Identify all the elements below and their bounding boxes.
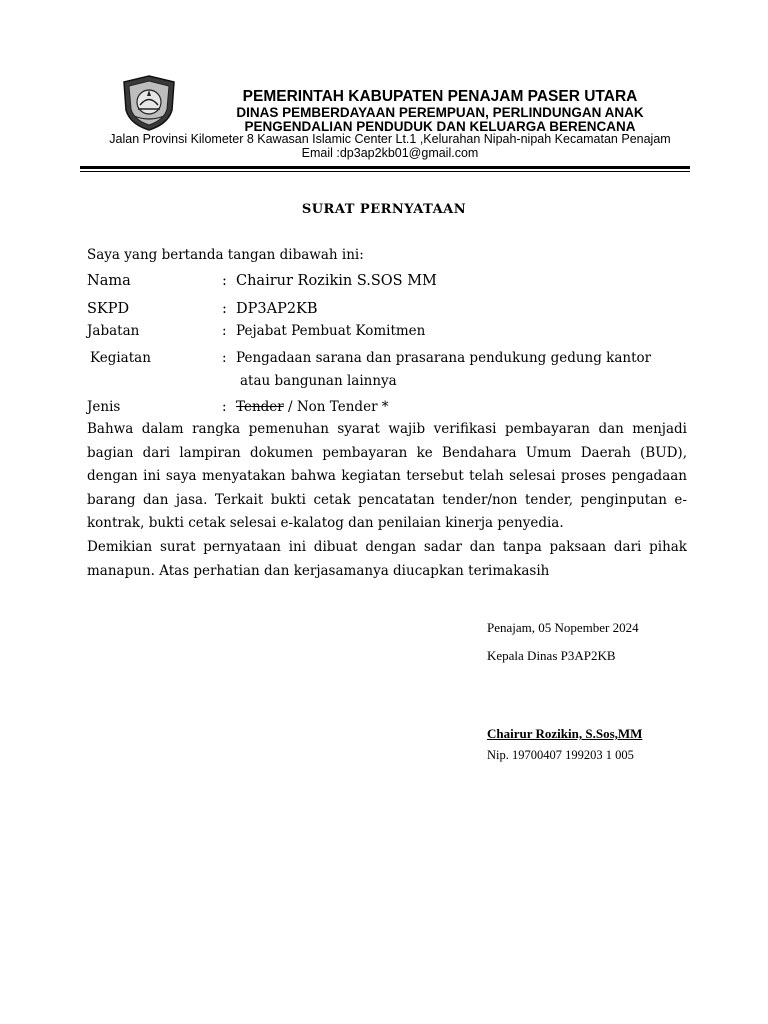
field-label-kegiatan: Kegiatan (90, 350, 151, 366)
field-value-jabatan: Pejabat Pembuat Komitmen (236, 323, 426, 339)
signature-place-date: Penajam, 05 Nopember 2024 (487, 620, 639, 635)
letterhead-divider-thick (80, 166, 690, 169)
letterhead-address: Jalan Provinsi Kilometer 8 Kawasan Islamic Center Lt.1 ,Kelurahan Nipah-nipah Kecamatan Penajam (109, 132, 671, 146)
field-label-skpd: SKPD (87, 301, 130, 317)
field-colon: : (222, 273, 227, 289)
field-value-kegiatan: Pengadaan sarana dan prasarana pendukung gedung kantor (236, 350, 652, 366)
letterhead-agency-line2: PENGENDALIAN PENDUDUK DAN KELUARGA BERENCANA (244, 119, 636, 134)
field-value-jenis (236, 399, 389, 415)
field-label-jenis: Jenis (87, 399, 121, 415)
letterhead-divider-thin (80, 171, 690, 172)
field-colon: : (222, 399, 227, 415)
field-colon: : (222, 350, 227, 366)
signatory-name: Chairur Rozikin, S.Sos,MM (487, 726, 643, 741)
field-colon: : (222, 301, 227, 317)
document-title: SURAT PERNYATAAN (301, 202, 467, 217)
letterhead-government: PEMERINTAH KABUPATEN PENAJAM PASER UTARA (242, 88, 638, 105)
option-non-tender: / Non Tender * (283, 399, 389, 415)
field-value-kegiatan-cont: atau bangunan lainnya (240, 373, 397, 389)
field-label-nama: Nama (87, 273, 131, 289)
field-colon: : (222, 323, 227, 339)
letterhead-agency-line1: DINAS PEMBERDAYAAN PEREMPUAN, PERLINDUNGAN ANAK (236, 105, 644, 120)
letterhead-email: Email :dp3ap2kb01@gmail.com (301, 146, 479, 160)
signature-position: Kepala Dinas P3AP2KB (487, 648, 616, 663)
closing-paragraph: Demikian surat pernyataan ini dibuat dengan sadar dan tanpa paksaan dari pihak manapun. Atas perhatian dan kerjasamanya diucapkan terimakasih (87, 539, 687, 579)
intro-text: Saya yang bertanda tangan dibawah ini: (87, 247, 364, 263)
signatory-nip: Nip. 19700407 199203 1 005 (487, 748, 634, 762)
statement-paragraph: Bahwa dalam rangka pemenuhan syarat wajib verifikasi pembayaran dan menjadi bagian dari lampiran dokumen pembayaran ke Bendahara Umum Daerah (BUD), dengan ini saya menyatakan bahwa kegiatan tersebut telah selesai proses pengadaan barang dan jasa. Terkait bukti cetak pencatatan tender/non tender, penginputan e-kontrak, bukti cetak selesai e-kalatog dan penilaian kinerja penyedia. (87, 421, 687, 531)
field-value-skpd: DP3AP2KB (236, 301, 318, 317)
struck-option-tender: Tender (236, 399, 284, 415)
field-label-jabatan: Jabatan (87, 323, 140, 339)
field-value-nama: Chairur Rozikin S.SOS MM (236, 273, 437, 289)
